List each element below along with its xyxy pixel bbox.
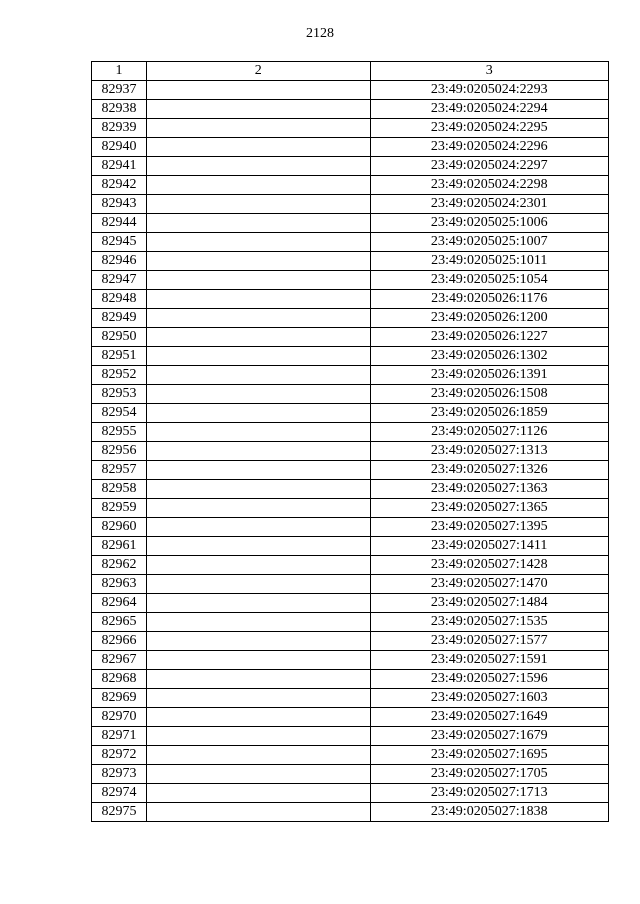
row-blank-cell — [147, 499, 370, 518]
row-number-cell: 82953 — [92, 385, 147, 404]
cadastral-number-cell: 23:49:0205027:1591 — [370, 651, 608, 670]
cadastral-number-cell: 23:49:0205026:1200 — [370, 309, 608, 328]
row-blank-cell — [147, 252, 370, 271]
row-blank-cell — [147, 537, 370, 556]
row-number-cell: 82961 — [92, 537, 147, 556]
table-row — [92, 613, 609, 632]
table-row — [92, 119, 609, 138]
row-blank-cell — [147, 328, 370, 347]
cadastral-number-cell: 23:49:0205027:1705 — [370, 765, 608, 784]
row-number-cell: 82972 — [92, 746, 147, 765]
table-row — [92, 252, 609, 271]
table-row — [92, 518, 609, 537]
row-number-cell: 82941 — [92, 157, 147, 176]
row-blank-cell — [147, 480, 370, 499]
table-row — [92, 727, 609, 746]
table-row — [92, 746, 609, 765]
table-row — [92, 385, 609, 404]
cadastral-number-cell: 23:49:0205027:1649 — [370, 708, 608, 727]
row-blank-cell — [147, 290, 370, 309]
cadastral-number-cell: 23:49:0205026:1302 — [370, 347, 608, 366]
table-row — [92, 670, 609, 689]
row-blank-cell — [147, 632, 370, 651]
row-number-cell: 82971 — [92, 727, 147, 746]
column-header-3: 3 — [370, 62, 608, 81]
row-blank-cell — [147, 176, 370, 195]
row-blank-cell — [147, 556, 370, 575]
table-row — [92, 708, 609, 727]
row-number-cell: 82969 — [92, 689, 147, 708]
row-number-cell: 82950 — [92, 328, 147, 347]
table-row — [92, 480, 609, 499]
row-number-cell: 82974 — [92, 784, 147, 803]
cadastral-number-cell: 23:49:0205025:1007 — [370, 233, 608, 252]
table-row — [92, 157, 609, 176]
cadastral-number-cell: 23:49:0205026:1391 — [370, 366, 608, 385]
row-number-cell: 82939 — [92, 119, 147, 138]
row-number-cell: 82964 — [92, 594, 147, 613]
table-row — [92, 271, 609, 290]
cadastral-number-cell: 23:49:0205024:2294 — [370, 100, 608, 119]
row-number-cell: 82959 — [92, 499, 147, 518]
cadastral-number-cell: 23:49:0205026:1508 — [370, 385, 608, 404]
row-blank-cell — [147, 138, 370, 157]
table-row — [92, 499, 609, 518]
row-number-cell: 82956 — [92, 442, 147, 461]
table-row — [92, 404, 609, 423]
table-row — [92, 290, 609, 309]
row-number-cell: 82942 — [92, 176, 147, 195]
cadastral-number-cell: 23:49:0205027:1713 — [370, 784, 608, 803]
cadastral-number-cell: 23:49:0205025:1006 — [370, 214, 608, 233]
row-number-cell: 82962 — [92, 556, 147, 575]
row-blank-cell — [147, 575, 370, 594]
row-number-cell: 82960 — [92, 518, 147, 537]
table-row — [92, 461, 609, 480]
table-row — [92, 233, 609, 252]
row-blank-cell — [147, 233, 370, 252]
row-blank-cell — [147, 81, 370, 100]
cadastral-number-cell: 23:49:0205024:2297 — [370, 157, 608, 176]
table-row — [92, 214, 609, 233]
cadastral-number-cell: 23:49:0205025:1054 — [370, 271, 608, 290]
cadastral-number-cell: 23:49:0205027:1470 — [370, 575, 608, 594]
table-header — [92, 62, 609, 81]
table-row — [92, 632, 609, 651]
row-number-cell: 82952 — [92, 366, 147, 385]
row-number-cell: 82938 — [92, 100, 147, 119]
row-number-cell: 82963 — [92, 575, 147, 594]
row-blank-cell — [147, 100, 370, 119]
table-row — [92, 651, 609, 670]
cadastral-number-cell: 23:49:0205024:2295 — [370, 119, 608, 138]
row-number-cell: 82968 — [92, 670, 147, 689]
cadastral-number-cell: 23:49:0205024:2298 — [370, 176, 608, 195]
row-blank-cell — [147, 803, 370, 822]
page-number: 2128 — [306, 26, 334, 41]
row-number-cell: 82966 — [92, 632, 147, 651]
row-blank-cell — [147, 670, 370, 689]
cadastral-number-cell: 23:49:0205027:1838 — [370, 803, 608, 822]
row-blank-cell — [147, 157, 370, 176]
row-number-cell: 82955 — [92, 423, 147, 442]
row-number-cell: 82965 — [92, 613, 147, 632]
table-row — [92, 328, 609, 347]
row-blank-cell — [147, 195, 370, 214]
cadastral-number-cell: 23:49:0205025:1011 — [370, 252, 608, 271]
cadastral-number-cell: 23:49:0205026:1227 — [370, 328, 608, 347]
cadastral-number-cell: 23:49:0205024:2301 — [370, 195, 608, 214]
row-blank-cell — [147, 423, 370, 442]
table-row — [92, 347, 609, 366]
cadastral-number-cell: 23:49:0205026:1176 — [370, 290, 608, 309]
row-number-cell: 82946 — [92, 252, 147, 271]
table-row — [92, 537, 609, 556]
row-blank-cell — [147, 119, 370, 138]
column-header-1: 1 — [92, 62, 147, 81]
cadastral-number-cell: 23:49:0205027:1428 — [370, 556, 608, 575]
row-number-cell: 82937 — [92, 81, 147, 100]
row-number-cell: 82943 — [92, 195, 147, 214]
table-row — [92, 765, 609, 784]
table-row — [92, 81, 609, 100]
cadastral-number-cell: 23:49:0205027:1411 — [370, 537, 608, 556]
row-number-cell: 82949 — [92, 309, 147, 328]
row-number-cell: 82951 — [92, 347, 147, 366]
row-blank-cell — [147, 765, 370, 784]
cadastral-number-cell: 23:49:0205027:1484 — [370, 594, 608, 613]
row-number-cell: 82973 — [92, 765, 147, 784]
row-blank-cell — [147, 271, 370, 290]
row-number-cell: 82944 — [92, 214, 147, 233]
row-blank-cell — [147, 689, 370, 708]
table-row — [92, 556, 609, 575]
row-number-cell: 82954 — [92, 404, 147, 423]
table-row — [92, 594, 609, 613]
cadastral-number-cell: 23:49:0205027:1363 — [370, 480, 608, 499]
row-blank-cell — [147, 651, 370, 670]
table-row — [92, 803, 609, 822]
row-blank-cell — [147, 404, 370, 423]
cadastral-number-cell: 23:49:0205027:1365 — [370, 499, 608, 518]
cadastral-number-cell: 23:49:0205024:2296 — [370, 138, 608, 157]
cadastral-number-cell: 23:49:0205027:1395 — [370, 518, 608, 537]
cadastral-number-cell: 23:49:0205027:1679 — [370, 727, 608, 746]
row-number-cell: 82975 — [92, 803, 147, 822]
table-row — [92, 784, 609, 803]
row-number-cell: 82958 — [92, 480, 147, 499]
cadastral-number-cell: 23:49:0205027:1535 — [370, 613, 608, 632]
row-blank-cell — [147, 309, 370, 328]
row-number-cell: 82948 — [92, 290, 147, 309]
row-number-cell: 82940 — [92, 138, 147, 157]
row-blank-cell — [147, 442, 370, 461]
cadastral-number-cell: 23:49:0205027:1603 — [370, 689, 608, 708]
table-row — [92, 575, 609, 594]
table-row — [92, 423, 609, 442]
row-blank-cell — [147, 385, 370, 404]
table-row — [92, 100, 609, 119]
cadastral-number-cell: 23:49:0205027:1326 — [370, 461, 608, 480]
cadastral-number-cell: 23:49:0205024:2293 — [370, 81, 608, 100]
row-number-cell: 82957 — [92, 461, 147, 480]
column-header-2: 2 — [147, 62, 370, 81]
row-number-cell: 82945 — [92, 233, 147, 252]
row-blank-cell — [147, 366, 370, 385]
table-body — [92, 81, 609, 822]
row-blank-cell — [147, 708, 370, 727]
row-blank-cell — [147, 727, 370, 746]
row-blank-cell — [147, 594, 370, 613]
cadastral-number-cell: 23:49:0205027:1577 — [370, 632, 608, 651]
row-blank-cell — [147, 518, 370, 537]
table-row — [92, 689, 609, 708]
row-blank-cell — [147, 613, 370, 632]
table-row — [92, 442, 609, 461]
table-row — [92, 138, 609, 157]
row-number-cell: 82947 — [92, 271, 147, 290]
row-number-cell: 82970 — [92, 708, 147, 727]
registry-table — [91, 61, 609, 822]
row-number-cell: 82967 — [92, 651, 147, 670]
cadastral-number-cell: 23:49:0205027:1313 — [370, 442, 608, 461]
table-row — [92, 366, 609, 385]
cadastral-number-cell: 23:49:0205027:1596 — [370, 670, 608, 689]
row-blank-cell — [147, 746, 370, 765]
table-row — [92, 195, 609, 214]
row-blank-cell — [147, 347, 370, 366]
row-blank-cell — [147, 784, 370, 803]
header-row — [92, 62, 609, 81]
cadastral-number-cell: 23:49:0205027:1695 — [370, 746, 608, 765]
cadastral-number-cell: 23:49:0205027:1126 — [370, 423, 608, 442]
row-blank-cell — [147, 461, 370, 480]
cadastral-number-cell: 23:49:0205026:1859 — [370, 404, 608, 423]
table-row — [92, 176, 609, 195]
row-blank-cell — [147, 214, 370, 233]
table-row — [92, 309, 609, 328]
